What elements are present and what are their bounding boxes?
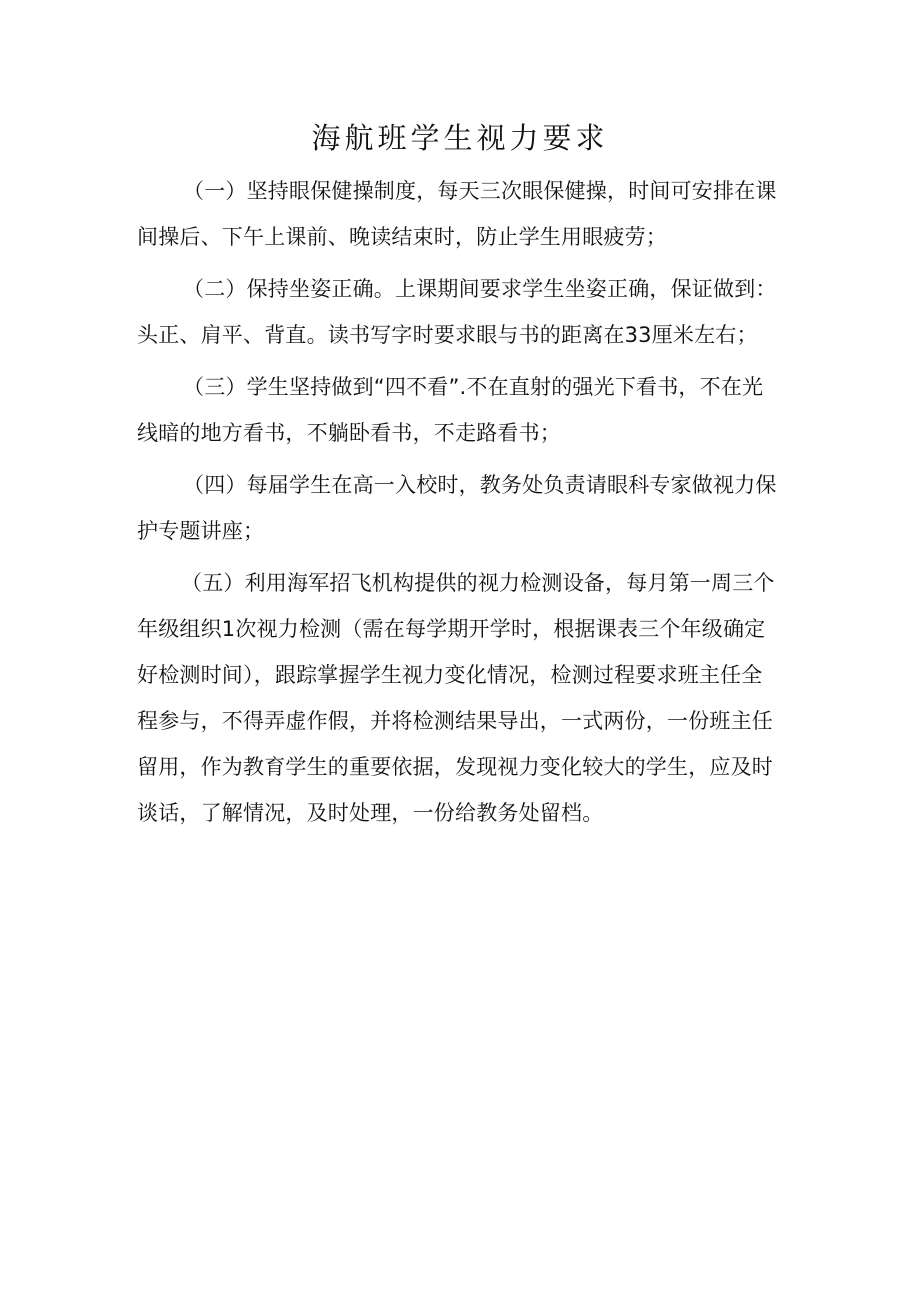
paragraph-5 — [137, 560, 787, 836]
paragraph-line: 谈话，了解情况，及时处理，一份给教务处留档。 — [137, 801, 604, 825]
paragraph-line: （四）每届学生在高一入校时，教务处负责请眼科专家做视力保 — [183, 473, 777, 497]
paragraph-line: （三）学生坚持做到“四不看”.不在直射的强光下看书，不在光 — [183, 375, 764, 399]
paragraph-line: 好检测时间），跟踪掌握学生视力变化情况，检测过程要求班主任全 — [137, 663, 763, 687]
paragraph-3 — [137, 364, 787, 456]
paragraph-line: （二）保持坐姿正确。上课期间要求学生坐姿正确，保证做到： — [183, 277, 777, 301]
paragraph-2 — [137, 266, 787, 358]
document-title: 海航班学生视力要求 — [311, 121, 609, 155]
paragraph-line: （一）坚持眼保健操制度，每天三次眼保健操，时间可安排在课 — [183, 179, 777, 203]
document-body — [137, 168, 787, 836]
paragraph-line: 护专题讲座； — [137, 519, 265, 543]
paragraph-line: 留用，作为教育学生的重要依据，发现视力变化较大的学生，应及时 — [137, 755, 773, 779]
paragraph-line: 线暗的地方看书，不躺卧看书，不走路看书； — [137, 421, 561, 445]
paragraph-line: 程参与，不得弄虚作假，并将检测结果导出，一式两份，一份班主任 — [137, 709, 773, 733]
paragraph-line: 间操后、下午上课前、晚读结束时，防止学生用眼疲劳； — [137, 225, 667, 249]
paragraph-line: 头正、肩平、背直。读书写字时要求眼与书的距离在33厘米左右； — [137, 323, 758, 347]
paragraph-line: （五）利用海军招飞机构提供的视力检测设备，每月第一周三个 — [181, 571, 775, 595]
paragraph-4 — [137, 462, 787, 554]
paragraph-line: 年级组织1次视力检测（需在每学期开学时，根据课表三个年级确定 — [137, 617, 766, 641]
paragraph-1 — [137, 168, 787, 260]
